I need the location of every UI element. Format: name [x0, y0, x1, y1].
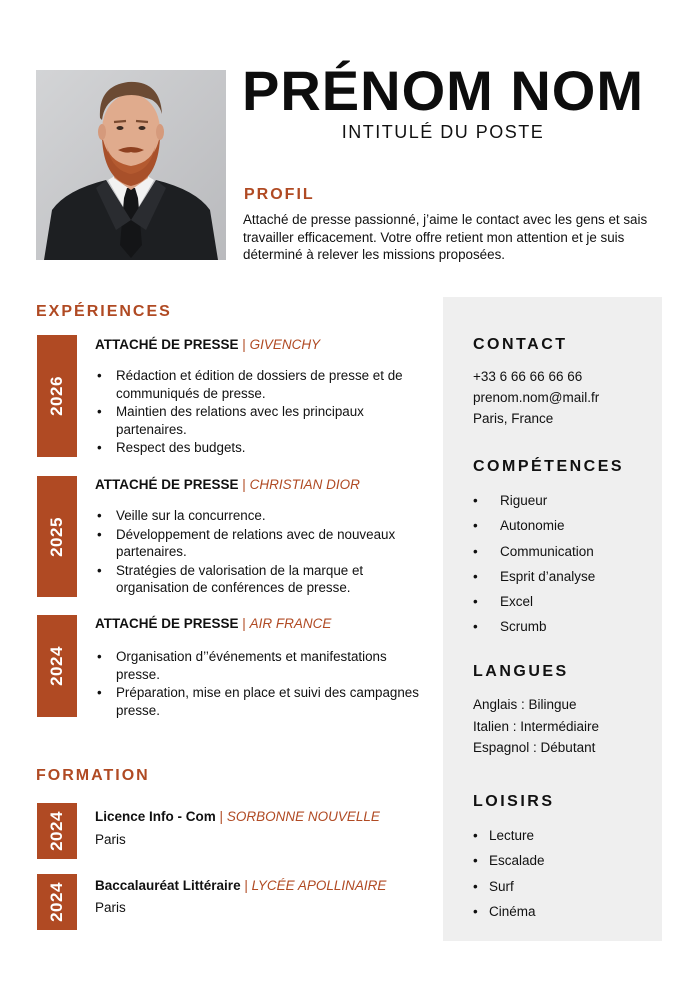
separator: | [242, 477, 246, 492]
formation-heading: FORMATION [36, 767, 150, 784]
separator: | [244, 878, 248, 893]
contact-heading: CONTACT [473, 336, 568, 353]
langue-item: Espagnol : Débutant [473, 740, 596, 755]
list-item: • Rédaction et édition de dossiers de presse et de communiqués de presse. [95, 367, 425, 402]
separator: | [219, 809, 224, 824]
experience-role: ATTACHÉ DE PRESSE [95, 337, 239, 352]
list-item: • Développement de relations avec de nouveaux partenaires. [95, 526, 425, 561]
competences-heading: COMPÉTENCES [473, 458, 625, 475]
formation-title [95, 809, 380, 824]
experience-title [95, 477, 360, 492]
contact-location: Paris, France [473, 411, 554, 426]
profil-text: Attaché de presse passionné, j’aime le contact avec les gens et sais travailler efficacement. Votre offre retient mon attention et je suis déterminé à relever les missions proposées. [243, 212, 648, 262]
experience-year: 2026 [46, 376, 66, 416]
separator: | [242, 616, 246, 631]
experience-title [95, 616, 331, 631]
formation-year-badge [37, 803, 77, 859]
experience-year: 2025 [46, 516, 66, 557]
job-title: INTITULÉ DU POSTE [341, 122, 545, 142]
list-item: • Autonomie [473, 518, 595, 543]
list-item: • Excel [473, 594, 595, 619]
profile-photo [36, 70, 226, 260]
contact-phone: +33 6 66 66 66 66 [473, 369, 583, 384]
list-item: • Rigueur [473, 493, 595, 518]
competences-list [473, 493, 595, 645]
formation-degree: Baccalauréat Littéraire [95, 878, 241, 893]
list-item: • Préparation, mise en place et suivi des campagnes presse. [95, 684, 425, 719]
experience-bullets [95, 507, 425, 598]
profil-heading: PROFIL [244, 186, 315, 203]
experience-year-badge [37, 335, 77, 457]
formation-school: SORBONNE NOUVELLE [226, 809, 380, 824]
list-item: • Organisation d’’événements et manifestations presse. [95, 648, 425, 683]
experience-role: ATTACHÉ DE PRESSE [95, 477, 239, 492]
separator: | [242, 337, 246, 352]
experience-bullets [95, 648, 425, 720]
loisirs-list [473, 828, 545, 929]
formation-year: 2024 [46, 882, 66, 922]
list-item: • Veille sur la concurrence. [95, 507, 425, 525]
formation-year-badge [37, 874, 77, 930]
list-item: • Surf [473, 879, 545, 904]
experience-year: 2024 [46, 646, 66, 686]
candidate-name: PRÉNOM NOM [242, 59, 644, 122]
experience-role: ATTACHÉ DE PRESSE [95, 616, 239, 631]
formation-year: 2024 [46, 811, 66, 851]
formation-degree: Licence Info - Com [95, 809, 216, 824]
experience-company: CHRISTIAN DIOR [249, 477, 360, 492]
langue-item: Anglais : Bilingue [473, 697, 577, 712]
experience-year-badge [37, 615, 77, 717]
experience-bullets [95, 367, 425, 458]
langue-item: Italien : Intermédiaire [473, 719, 600, 734]
experiences-heading: EXPÉRIENCES [36, 303, 172, 320]
formation-school: LYCÉE APOLLINAIRE [251, 878, 387, 893]
list-item: • Maintien des relations avec les principaux partenaires. [95, 403, 425, 438]
list-item: • Escalade [473, 853, 545, 878]
formation-title [95, 878, 386, 893]
list-item: • Esprit d’analyse [473, 569, 595, 594]
list-item: • Scrumb [473, 619, 595, 644]
list-item: • Lecture [473, 828, 545, 853]
contact-email: prenom.nom@mail.fr [473, 390, 600, 405]
list-item: • Respect des budgets. [95, 439, 425, 457]
experience-company: AIR FRANCE [249, 616, 332, 631]
loisirs-heading: LOISIRS [473, 793, 555, 810]
experience-title [95, 337, 320, 352]
langues-heading: LANGUES [473, 663, 569, 680]
formation-city: Paris [95, 900, 126, 915]
portrait-illustration [36, 70, 226, 260]
list-item: • Communication [473, 544, 595, 569]
list-item: • Stratégies de valorisation de la marque et organisation de conférences de presse. [95, 562, 425, 597]
experience-company: GIVENCHY [249, 337, 321, 352]
list-item: • Cinéma [473, 904, 545, 929]
formation-city: Paris [95, 832, 126, 847]
experience-year-badge [37, 476, 77, 597]
